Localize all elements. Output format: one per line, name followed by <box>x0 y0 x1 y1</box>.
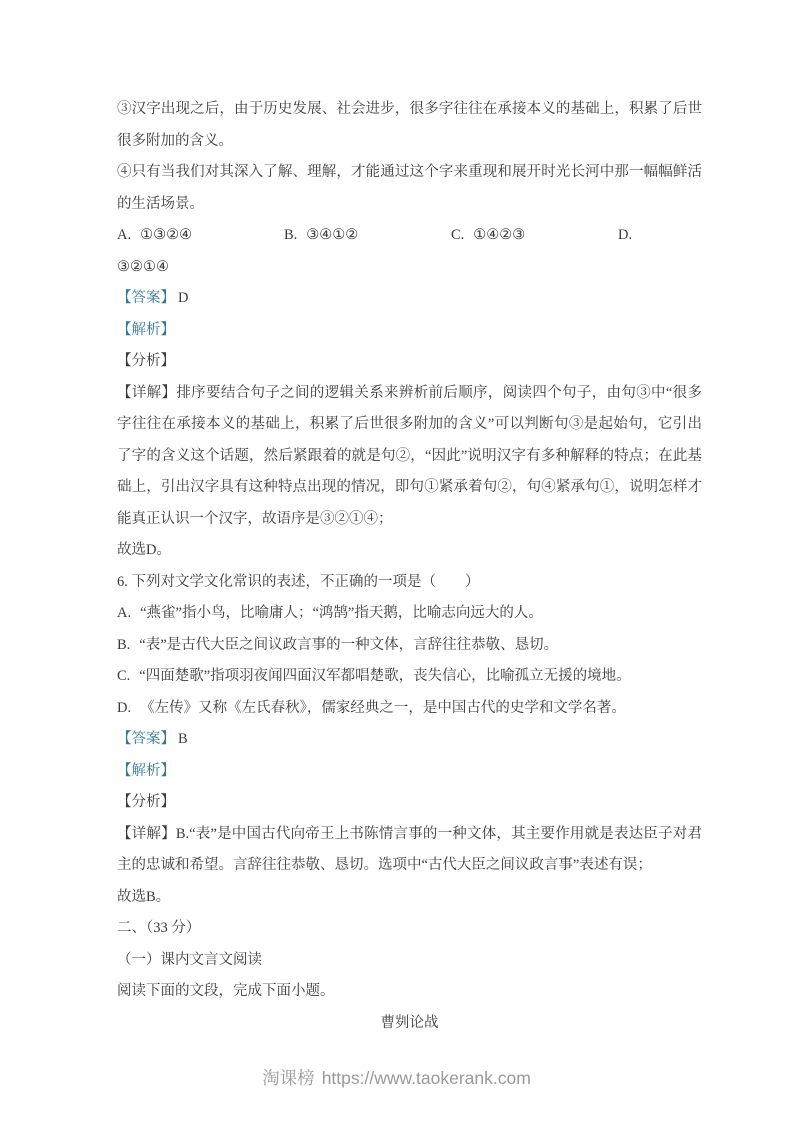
q5-option-b <box>284 220 451 252</box>
q6-detail-label: 【详解】 <box>117 825 176 842</box>
q6-answer-line <box>117 724 702 756</box>
q6-jiexi-label: 【解析】 <box>117 762 175 779</box>
q5-passage-sentence-4: ④只有当我们对其深入了解、理解，才能通过这个字来重现和展开时光长河中那一幅幅鲜活的生活场景。 <box>117 164 702 212</box>
footer-site-name: 淘课榜 <box>262 1068 315 1088</box>
q6-answer-label: 【答案】 <box>117 731 175 747</box>
q5-option-d-letter: D. <box>618 227 633 243</box>
q5-option-c-letter: C. <box>451 227 465 243</box>
q6-option-a-text: “燕雀”指小鸟，比喻庸人；“鸿鹄”指天鹅，比喻志向远大的人。 <box>140 605 543 621</box>
q6-jiexi-line <box>117 756 702 788</box>
q5-option-a <box>117 220 284 252</box>
q6-detail-paragraph <box>117 819 702 882</box>
q6-answer-value: B <box>178 731 188 747</box>
q6-option-c-letter: C. <box>117 668 131 684</box>
q5-option-d-overflow: ③②①④ <box>117 258 169 275</box>
q5-option-c-value: ①④②③ <box>473 227 526 243</box>
q6-option-d-letter: D. <box>117 699 132 716</box>
q5-conclusion: 故选D。 <box>117 542 171 558</box>
q6-option-c-text: “四面楚歌”指项羽夜闻四面汉军都唱楚歌，丧失信心，比喻孤立无援的境地。 <box>139 668 631 684</box>
q5-detail-paragraph <box>117 378 702 536</box>
q5-answer-label: 【答案】 <box>117 290 175 306</box>
q5-detail-text: 排序要结合句子之间的逻辑关系来辨析前后顺序，阅读四个句子，由句③中“很多字往往在承接本义的基础上，积累了后世很多附加的含义”可以判断句③是起始句，它引出了字的含义这个话题，然后紧跟着的就是句②，“因此”说明汉字有多种解释的特点；在此基础上，引出汉字具有这种特点出现的情况，即句①紧承着句②，句④紧承句①，说明怎样才能真正认识一个汉字，故语序是③②①④； <box>117 384 702 527</box>
q5-option-b-value: ③④①② <box>306 227 359 243</box>
q6-detail-text: B.“表”是中国古代向帝王上书陈情言事的一种文体，其主要作用就是表达臣子对君主的忠诚和希望。言辞往往恭敬、恳切。选项中“古代大臣之间议政言事”表述有误； <box>117 825 703 873</box>
passage-title: 曹刿论战 <box>380 1014 439 1031</box>
q5-options-row <box>117 220 702 252</box>
q6-option-d-text: 《左传》又称《左氏春秋》，儒家经典之一，是中国古代的史学和文学名著。 <box>140 699 626 716</box>
q5-option-a-letter: A. <box>117 227 132 243</box>
q6-fenxi-line: 【分析】 <box>117 794 175 810</box>
q5-detail-label: 【详解】 <box>117 384 177 401</box>
q6-stem: 6. 下列对文学文化常识的表述，不正确的一项是（ ） <box>117 573 480 590</box>
section2-instruction: 阅读下面的文段，完成下面小题。 <box>117 983 335 999</box>
q5-jiexi-label: 【解析】 <box>117 321 175 338</box>
q5-option-d <box>618 220 702 252</box>
section2-heading: 二、（33 分） <box>117 920 201 936</box>
q5-jiexi-line <box>117 315 702 347</box>
q6-option-b-letter: B. <box>117 636 131 653</box>
q5-passage-sentence-3: ③汉字出现之后，由于历史发展、社会进步，很多字往往在承接本义的基础上，积累了后世很多附加的含义。 <box>117 101 702 149</box>
q6-option-a <box>117 598 702 630</box>
q6-option-c <box>117 661 702 693</box>
q6-option-a-letter: A. <box>117 605 132 621</box>
section2-subheading: （一）课内文言文阅读 <box>117 951 262 968</box>
q5-answer-line <box>117 283 702 315</box>
q5-option-a-value: ①③②④ <box>140 227 193 243</box>
q5-fenxi-line: 【分析】 <box>117 353 175 369</box>
q5-option-c <box>451 220 618 252</box>
q6-option-b-text: “表”是古代大臣之间议政言事的一种文体，言辞往往恭敬、恳切。 <box>139 636 559 653</box>
q6-option-d <box>117 693 702 725</box>
document-body <box>117 94 702 1039</box>
q6-option-b <box>117 630 702 662</box>
q5-option-b-letter: B. <box>284 227 298 243</box>
q5-answer-value: D <box>178 290 189 306</box>
q6-conclusion: 故选B。 <box>117 888 171 905</box>
footer-link[interactable]: https://www.taokerank.com <box>321 1068 531 1088</box>
watermark-footer <box>0 1064 793 1092</box>
